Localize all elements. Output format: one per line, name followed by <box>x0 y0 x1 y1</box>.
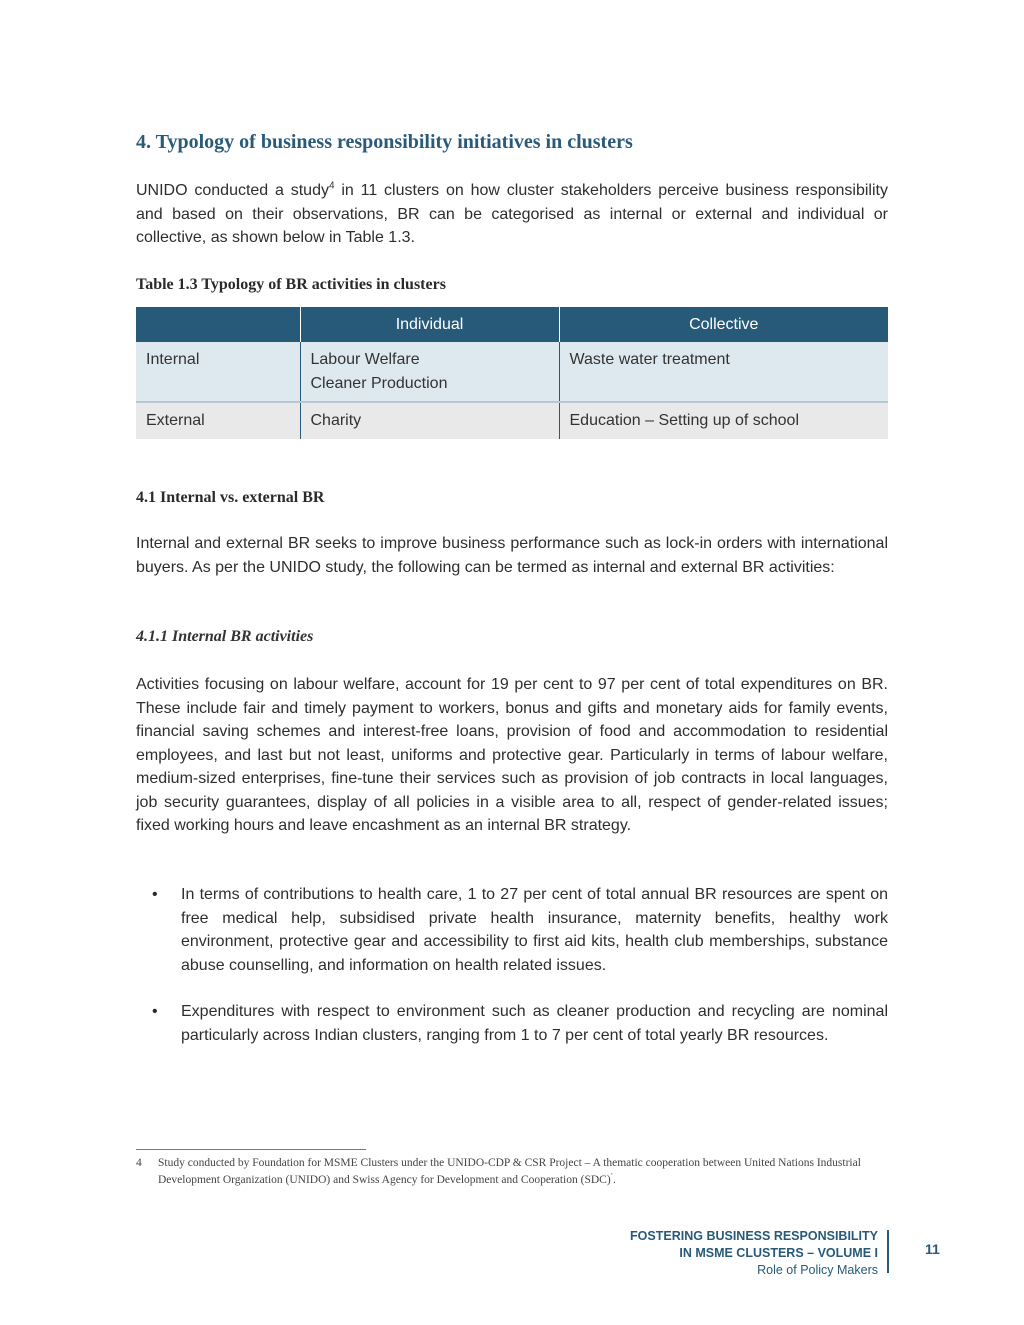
table-header-individual: Individual <box>300 307 559 342</box>
subsection-title: 4.1 Internal vs. external BR <box>136 489 325 506</box>
table-header-row <box>136 307 888 342</box>
row-label-internal: Internal <box>136 342 300 402</box>
subsection-paragraph: Internal and external BR seeks to improve business performance such as lock-in orders with international buyers. As per the UNIDO study, the following can be termed as internal and external BR activities: <box>136 535 888 576</box>
footnote-number: 4 <box>136 1157 142 1169</box>
footer-subtitle: Role of Policy Makers <box>757 1263 878 1277</box>
footer-divider <box>887 1230 889 1273</box>
footer-title-line1: FOSTERING BUSINESS RESPONSIBILITY <box>630 1229 878 1243</box>
footnote-reference[interactable]: 4 <box>328 180 335 192</box>
footnote-text <box>158 1155 888 1189</box>
table-row <box>136 342 888 402</box>
table-header-empty <box>136 307 300 342</box>
running-footer <box>630 1228 878 1279</box>
intro-text-end: in 11 clusters on how cluster stakeholders perceive business responsibility and based on their observations, BR can be categorised as internal or external and individual or collective, as shown below in Table 1.3. <box>136 182 888 246</box>
table-header-collective: Collective <box>559 307 888 342</box>
cell-external-individual <box>300 402 559 439</box>
cell-line: Cleaner Production <box>310 374 448 392</box>
bullet-icon: • <box>152 886 158 903</box>
cell-line: Labour Welfare <box>310 351 420 368</box>
bullet-text: Expenditures with respect to environment such as cleaner production and recycling are nominal particularly across Indian clusters, ranging from 1 to 7 per cent of total yearly BR resources. <box>181 1003 888 1044</box>
bullet-text: In terms of contributions to health care, 1 to 27 per cent of total annual BR resources are spent on free medical help, subsidised private health insurance, maternity benefits, healthy work environment, protective gear and accessibility to first aid kits, health club memberships, substance abuse counselling, and information on health related issues. <box>181 886 888 974</box>
subsubsection-paragraph: Activities focusing on labour welfare, account for 19 per cent to 97 per cent of total expenditures on BR. These include fair and timely payment to workers, bonus and gifts and monetary aids for family events, financial saving schemes and interest-free loans, provision of food and accommodation to residential employees, and last but not least, uniforms and protective gear. Particularly in terms of labour welfare, medium-sized enterprises, fine-tune their services such as provision of job contracts in local languages, job security guarantees, display of all policies in a visible area to all, respect of gender-related issues; fixed working hours and leave encashment as an internal BR strategy. <box>136 676 888 834</box>
table-caption: Table 1.3 Typology of BR activities in clusters <box>136 276 446 293</box>
bullet-icon: • <box>152 1003 158 1020</box>
footnote-body: Study conducted by Foundation for MSME Clusters under the UNIDO-CDP & CSR Project – A thematic cooperation between United Nations Industrial Development Organization (UNIDO) and Swiss Agency for Development and Cooperation (SDC) <box>158 1157 861 1186</box>
typology-table <box>136 307 888 439</box>
footnote-end: . <box>613 1174 616 1186</box>
cell-line: Charity <box>310 412 362 429</box>
footer-title-line2: IN MSME CLUSTERS – VOLUME I <box>679 1246 878 1260</box>
cell-internal-individual <box>300 342 559 402</box>
section-title: 4. Typology of business responsibility initiatives in clusters <box>136 131 633 153</box>
intro-text-start: UNIDO conducted a study <box>136 182 329 199</box>
footnote-divider <box>136 1149 366 1150</box>
footnote-superscript: ’ <box>610 1172 614 1181</box>
row-label-external: External <box>136 402 300 439</box>
cell-external-collective: Education – Setting up of school <box>559 402 888 439</box>
subsubsection-title: 4.1.1 Internal BR activities <box>136 628 314 645</box>
intro-paragraph <box>136 179 888 250</box>
table-row <box>136 402 888 439</box>
page-number: 11 <box>925 1241 940 1257</box>
cell-internal-collective: Waste water treatment <box>559 342 888 402</box>
